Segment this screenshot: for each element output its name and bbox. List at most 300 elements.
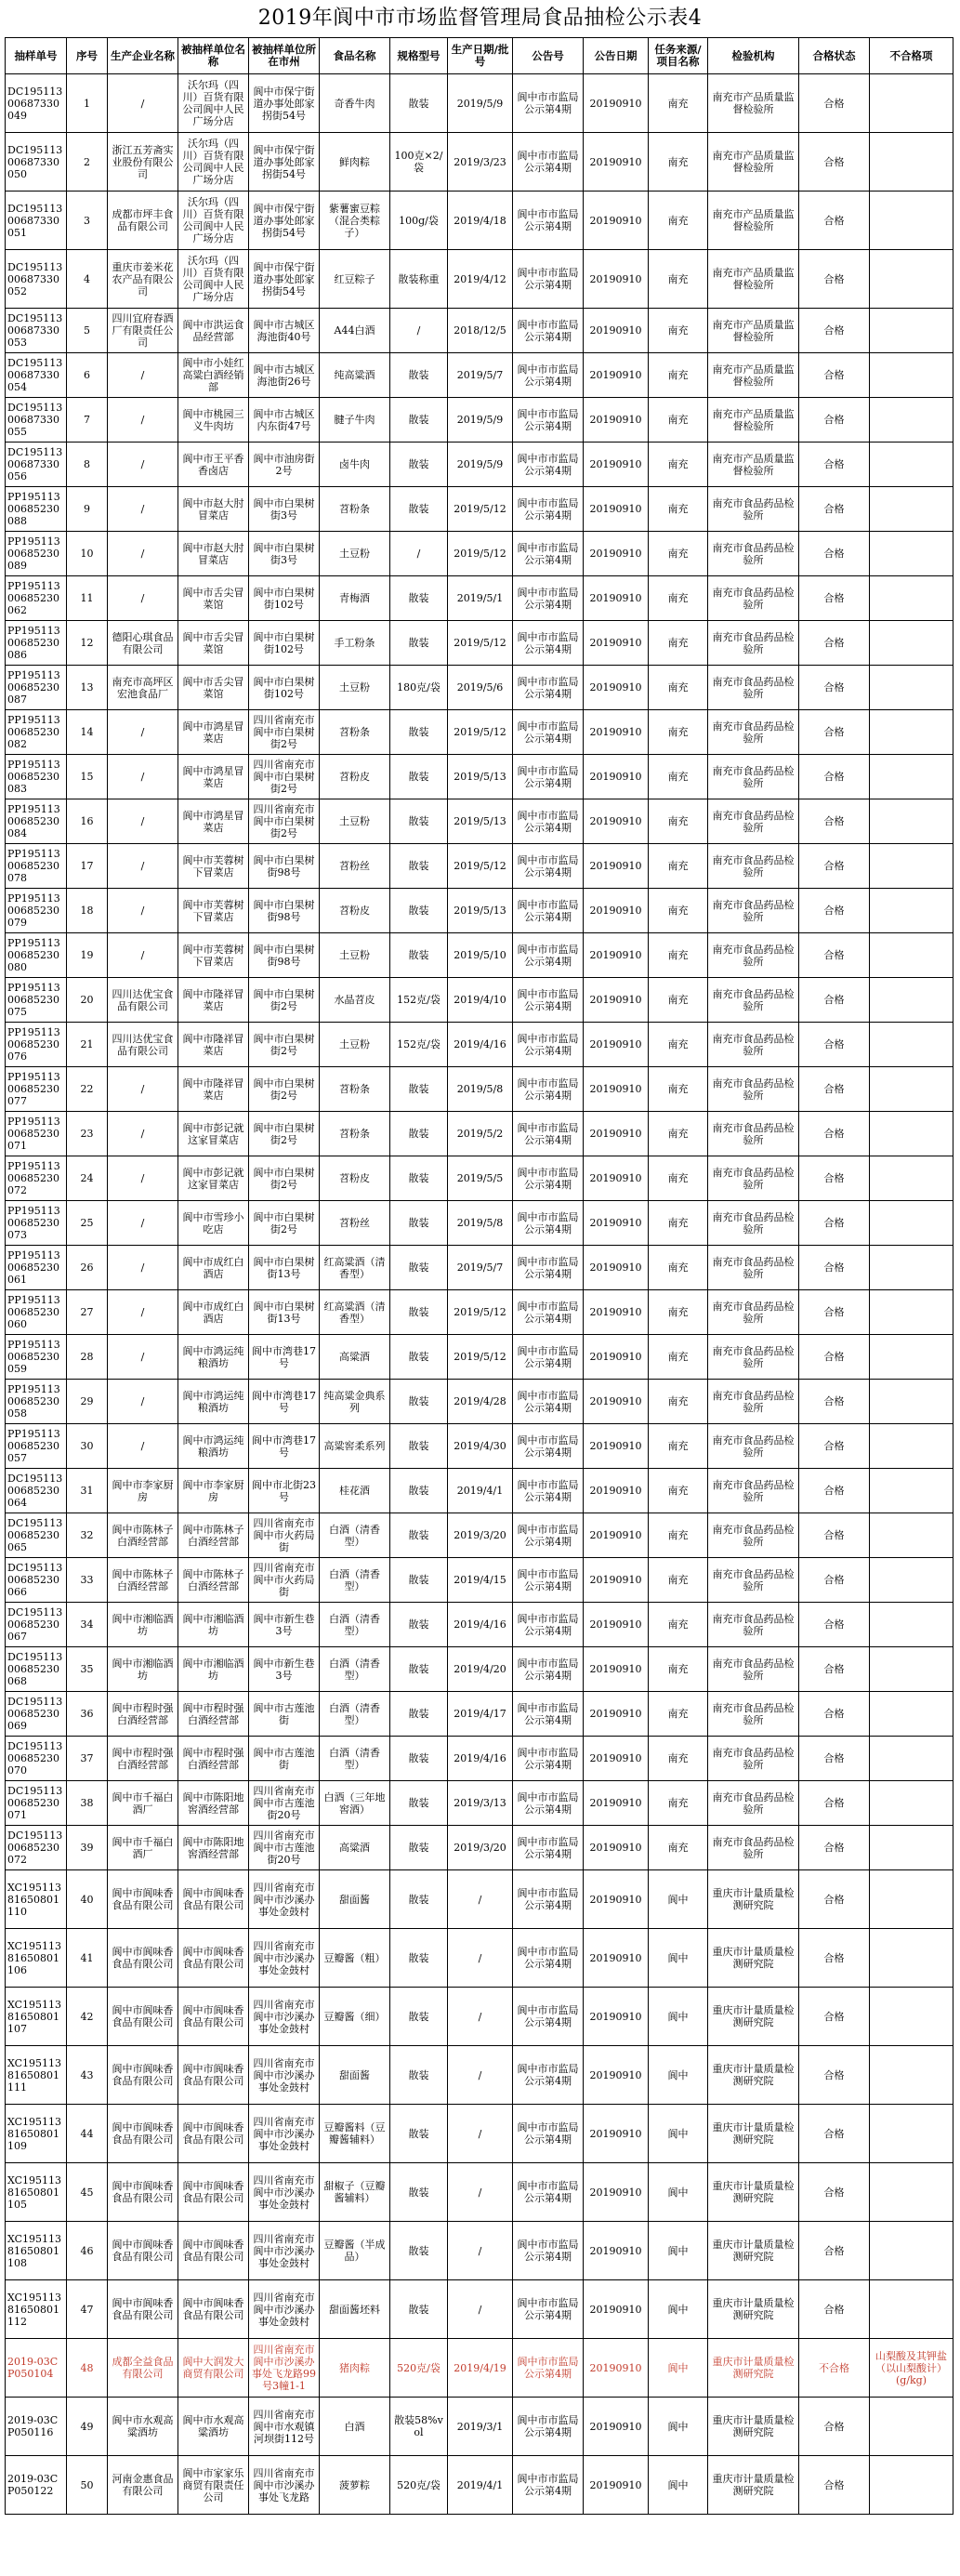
table-cell: 四川省南充市阆中市沙溪办事处飞龙路99号3幢1-1 (249, 2339, 320, 2398)
table-cell: 阆中市彭记就这家冒菜店 (178, 1112, 249, 1156)
table-cell: 白酒（清香型） (320, 1737, 390, 1781)
table-cell: 南充市产品质量监督检验所 (708, 443, 799, 487)
table-cell: 四川省南充市阆中市火药局街 (249, 1558, 320, 1603)
table-cell: 阆中市白果树街2号 (249, 1023, 320, 1067)
table-cell: 14 (67, 710, 108, 755)
table-cell: PP19511300685230080 (6, 933, 67, 978)
table-cell: 苕粉条 (320, 1067, 390, 1112)
table-cell: 阆中市李家厨房 (108, 1469, 178, 1513)
table-cell: 阆中市舌尖冒菜馆 (178, 576, 249, 621)
table-cell: 2019/5/7 (448, 1246, 513, 1290)
table-cell: DC19511300685230069 (6, 1692, 67, 1737)
table-cell: 散装 (390, 1692, 448, 1737)
table-cell: 阆中市隆祥冒菜店 (178, 1023, 249, 1067)
table-cell (870, 74, 953, 133)
table-cell: 20190910 (584, 1929, 649, 1988)
table-cell: 南充市食品药品检验所 (708, 1826, 799, 1870)
table-cell: / (108, 1380, 178, 1424)
table-cell: 南充 (649, 1201, 708, 1246)
table-cell: 阆中市赵大肘冒菜店 (178, 487, 249, 532)
table-cell (870, 192, 953, 250)
table-cell: 阆中市陈林子白酒经营部 (178, 1513, 249, 1558)
table-cell: 阆中市市监局公示第4期 (513, 487, 584, 532)
column-header: 合格状态 (799, 38, 870, 74)
table-cell: 1 (67, 74, 108, 133)
table-cell: 南充 (649, 1781, 708, 1826)
table-cell: 豆瓣酱（半成品） (320, 2222, 390, 2280)
table-cell: 20190910 (584, 1469, 649, 1513)
table-cell: 阆中市市监局公示第4期 (513, 2339, 584, 2398)
table-cell: 南充 (649, 74, 708, 133)
table-cell: 20190910 (584, 799, 649, 844)
table-cell: 20190910 (584, 1424, 649, 1469)
table-cell: 2019/5/12 (448, 532, 513, 576)
table-cell: 合格 (799, 2105, 870, 2163)
table-row (6, 2398, 953, 2456)
table-cell: 29 (67, 1380, 108, 1424)
table-cell: 2019/4/12 (448, 250, 513, 309)
table-cell: 四川达优宝食品有限公司 (108, 1023, 178, 1067)
table-cell: 20190910 (584, 1988, 649, 2046)
table-cell: / (108, 799, 178, 844)
table-cell: 阆中市市监局公示第4期 (513, 2280, 584, 2339)
table-cell: 阆中市隆祥冒菜店 (178, 1067, 249, 1112)
table-row (6, 666, 953, 710)
table-cell: 2019/5/13 (448, 889, 513, 933)
table-cell: / (108, 1156, 178, 1201)
table-cell: 阆中市白果树街102号 (249, 621, 320, 666)
table-cell: 2019/5/9 (448, 74, 513, 133)
table-cell: 散装 (390, 2163, 448, 2222)
table-cell: 30 (67, 1424, 108, 1469)
table-cell: 20190910 (584, 1156, 649, 1201)
table-cell: 2019/5/12 (448, 487, 513, 532)
table-cell: 散装 (390, 799, 448, 844)
table-cell: 27 (67, 1290, 108, 1335)
table-cell: 散装 (390, 1870, 448, 1929)
table-cell: 20190910 (584, 1067, 649, 1112)
table-cell: 阆中市阆味香食品有限公司 (108, 1870, 178, 1929)
table-cell: 19 (67, 933, 108, 978)
table-cell: 阆中市市监局公示第4期 (513, 1647, 584, 1692)
table-cell: / (108, 1335, 178, 1380)
table-cell: 5 (67, 309, 108, 353)
table-cell: 四川省南充市阆中市白果树街2号 (249, 755, 320, 799)
table-cell: 2019/5/12 (448, 621, 513, 666)
table-cell: 2019/3/20 (448, 1826, 513, 1870)
table-cell: 阆中市陈林子白酒经营部 (178, 1558, 249, 1603)
table-cell: 阆中市白果树街2号 (249, 1067, 320, 1112)
table-cell: / (108, 710, 178, 755)
table-cell (870, 666, 953, 710)
table-cell: / (108, 74, 178, 133)
table-cell: 20190910 (584, 2046, 649, 2105)
table-cell: 甜面酱坯料 (320, 2280, 390, 2339)
table-cell: DC19511300685230068 (6, 1647, 67, 1692)
table-cell: 18 (67, 889, 108, 933)
table-cell: 重庆市计量质量检测研究院 (708, 2339, 799, 2398)
table-cell: 阆中市古城区内东街47号 (249, 398, 320, 443)
table-cell: 合格 (799, 666, 870, 710)
table-cell: 四川省南充市阆中市沙溪办事处飞龙路 (249, 2456, 320, 2515)
table-cell: 高粱酒 (320, 1335, 390, 1380)
table-cell: 苕粉条 (320, 1112, 390, 1156)
table-row (6, 309, 953, 353)
table-cell: 散装 (390, 933, 448, 978)
table-cell: 16 (67, 799, 108, 844)
table-cell: 阆中市成红白酒店 (178, 1290, 249, 1335)
table-cell: 35 (67, 1647, 108, 1692)
table-cell: 阆中市市监局公示第4期 (513, 1201, 584, 1246)
table-row (6, 1112, 953, 1156)
table-cell: 浙江五芳斋实业股份有限公司 (108, 133, 178, 192)
table-row (6, 1201, 953, 1246)
table-row (6, 2046, 953, 2105)
table-row (6, 933, 953, 978)
table-cell: 成都全益食品有限公司 (108, 2339, 178, 2398)
table-cell: 苕粉条 (320, 710, 390, 755)
table-cell: 重庆市计量质量检测研究院 (708, 2280, 799, 2339)
table-cell: 土豆粉 (320, 799, 390, 844)
table-cell: 合格 (799, 1603, 870, 1647)
table-cell: 阆中市市监局公示第4期 (513, 133, 584, 192)
table-row (6, 2280, 953, 2339)
table-cell: 合格 (799, 1469, 870, 1513)
table-cell: 散装 (390, 1112, 448, 1156)
table-cell: PP19511300685230078 (6, 844, 67, 889)
table-cell: 阆中市市监局公示第4期 (513, 1469, 584, 1513)
table-cell: 阆中市市监局公示第4期 (513, 443, 584, 487)
table-cell: 白酒（清香型） (320, 1692, 390, 1737)
table-cell (870, 710, 953, 755)
table-cell: / (108, 889, 178, 933)
table-cell: 520克/袋 (390, 2456, 448, 2515)
table-cell: 合格 (799, 532, 870, 576)
table-cell (870, 353, 953, 398)
table-cell: 四川省南充市阆中市沙溪办事处金鼓村 (249, 2280, 320, 2339)
column-header: 任务来源/项目名称 (649, 38, 708, 74)
table-cell: 南充 (649, 1380, 708, 1424)
table-cell: 散装 (390, 1826, 448, 1870)
table-cell: 阆中市市监局公示第4期 (513, 1558, 584, 1603)
table-cell: 20190910 (584, 1826, 649, 1870)
table-cell: 20190910 (584, 487, 649, 532)
table-cell: 南充 (649, 1424, 708, 1469)
table-cell: 阆中市鸿星冒菜店 (178, 755, 249, 799)
table-cell: 红高粱酒（清香型） (320, 1246, 390, 1290)
table-cell: 南充市食品药品检验所 (708, 1603, 799, 1647)
table-cell: PP19511300685230088 (6, 487, 67, 532)
table-cell: 2019/3/13 (448, 1781, 513, 1826)
table-cell: 阆中市市监局公示第4期 (513, 2163, 584, 2222)
table-cell: 2019/5/6 (448, 666, 513, 710)
table-cell: 2019/3/23 (448, 133, 513, 192)
table-cell: 20190910 (584, 1870, 649, 1929)
table-cell: A44白酒 (320, 309, 390, 353)
table-cell: 2019/5/8 (448, 1201, 513, 1246)
table-cell: XC19511381650801105 (6, 2163, 67, 2222)
table-cell: / (448, 2163, 513, 2222)
table-cell: 白酒（清香型） (320, 1647, 390, 1692)
table-cell: 南充市产品质量监督检验所 (708, 192, 799, 250)
table-cell: 四川宜府春酒厂有限责任公司 (108, 309, 178, 353)
table-cell: 南充 (649, 889, 708, 933)
table-cell: 阆中市阆味香食品有限公司 (178, 2046, 249, 2105)
table-cell: 苕粉皮 (320, 889, 390, 933)
table-cell: 20190910 (584, 1201, 649, 1246)
table-cell: 44 (67, 2105, 108, 2163)
table-cell: 2019/5/13 (448, 799, 513, 844)
table-cell: 50 (67, 2456, 108, 2515)
table-cell: 阆中市阆味香食品有限公司 (178, 1870, 249, 1929)
table-cell: 南充 (649, 621, 708, 666)
table-body (6, 74, 953, 2515)
table-cell: 阆中市程时强白酒经营部 (178, 1737, 249, 1781)
table-cell: 南充 (649, 353, 708, 398)
table-cell: 阆中市市监局公示第4期 (513, 1290, 584, 1335)
table-cell: 合格 (799, 250, 870, 309)
table-cell: 甜面酱 (320, 1870, 390, 1929)
table-cell: 阆中市市监局公示第4期 (513, 353, 584, 398)
table-cell: 白酒（清香型） (320, 1513, 390, 1558)
table-cell: 重庆市计量质量检测研究院 (708, 1929, 799, 1988)
table-cell: DC19511300685230066 (6, 1558, 67, 1603)
table-cell: 合格 (799, 933, 870, 978)
table-cell: 红高粱酒（清香型） (320, 1290, 390, 1335)
table-cell: 阆中市市监局公示第4期 (513, 1335, 584, 1380)
table-header-row (6, 38, 953, 74)
table-cell: DC19511300685230064 (6, 1469, 67, 1513)
table-cell: 散装 (390, 621, 448, 666)
table-cell: PP19511300685230073 (6, 1201, 67, 1246)
table-cell: 合格 (799, 576, 870, 621)
table-cell: 南充 (649, 710, 708, 755)
table-cell: 合格 (799, 1513, 870, 1558)
table-cell: 阆中市白果树街98号 (249, 889, 320, 933)
table-cell: / (108, 443, 178, 487)
table-cell: 7 (67, 398, 108, 443)
table-cell: 南充市食品药品检验所 (708, 1246, 799, 1290)
table-cell (870, 1647, 953, 1692)
table-cell: 2019/3/1 (448, 2398, 513, 2456)
table-cell: DC19511300687330052 (6, 250, 67, 309)
table-cell: PP19511300685230086 (6, 621, 67, 666)
table-cell: DC19511300685230067 (6, 1603, 67, 1647)
inspection-table (5, 37, 953, 2515)
table-cell: 散装 (390, 1988, 448, 2046)
table-cell: 纯高粱金典系列 (320, 1380, 390, 1424)
table-cell: / (108, 353, 178, 398)
table-cell: 20190910 (584, 1558, 649, 1603)
table-cell: 合格 (799, 1023, 870, 1067)
table-cell: 阆中市阆味香食品有限公司 (108, 1929, 178, 1988)
table-row (6, 1469, 953, 1513)
table-row (6, 1380, 953, 1424)
table-cell: 合格 (799, 1737, 870, 1781)
table-cell: 鲜肉粽 (320, 133, 390, 192)
table-cell: 阆中市市监局公示第4期 (513, 1380, 584, 1424)
table-cell: 阆中市湘临酒坊 (178, 1603, 249, 1647)
table-cell: 阆中市市监局公示第4期 (513, 1826, 584, 1870)
table-cell: 20190910 (584, 2339, 649, 2398)
table-cell: 合格 (799, 1246, 870, 1290)
table-cell: 重庆市计量质量检测研究院 (708, 1988, 799, 2046)
column-header: 生产企业名称 (108, 38, 178, 74)
table-cell (870, 250, 953, 309)
table-cell: 20190910 (584, 133, 649, 192)
table-row (6, 1737, 953, 1781)
table-cell: 合格 (799, 192, 870, 250)
table-cell: DC19511300685230071 (6, 1781, 67, 1826)
table-cell: 合格 (799, 1647, 870, 1692)
table-cell: 2019/5/9 (448, 398, 513, 443)
table-cell: 阆中市市监局公示第4期 (513, 1246, 584, 1290)
table-cell: 阆中市市监局公示第4期 (513, 1692, 584, 1737)
table-cell: 阆中市保宁街道办事处郎家拐街54号 (249, 192, 320, 250)
table-cell: 合格 (799, 443, 870, 487)
table-cell: 20190910 (584, 576, 649, 621)
table-cell: / (108, 844, 178, 889)
table-row (6, 353, 953, 398)
table-cell: DC19511300687330056 (6, 443, 67, 487)
table-cell: 散装 (390, 1290, 448, 1335)
table-cell (870, 532, 953, 576)
table-cell: 20190910 (584, 1112, 649, 1156)
table-cell (870, 1603, 953, 1647)
table-cell: 100g/袋 (390, 192, 448, 250)
table-cell: 阆中市古莲池街 (249, 1692, 320, 1737)
table-cell: 阆中市白果树街2号 (249, 1201, 320, 1246)
table-cell: 南充市食品药品检验所 (708, 1469, 799, 1513)
table-cell: 四川省南充市阆中市白果树街2号 (249, 710, 320, 755)
table-cell: 2019/5/1 (448, 576, 513, 621)
table-cell (870, 1513, 953, 1558)
table-cell: 南充市食品药品检验所 (708, 1647, 799, 1692)
table-cell: / (390, 309, 448, 353)
table-cell: 阆中市陈阳地窖酒经营部 (178, 1781, 249, 1826)
table-cell: 阆中市市监局公示第4期 (513, 398, 584, 443)
table-cell: 22 (67, 1067, 108, 1112)
table-cell: PP19511300685230059 (6, 1335, 67, 1380)
table-row (6, 2222, 953, 2280)
table-cell (870, 621, 953, 666)
table-cell: 南充 (649, 666, 708, 710)
table-cell: 南充市食品药品检验所 (708, 621, 799, 666)
table-cell: 南充市食品药品检验所 (708, 1380, 799, 1424)
table-cell (870, 1737, 953, 1781)
table-cell: 阆中市白果树街13号 (249, 1290, 320, 1335)
table-row (6, 710, 953, 755)
table-cell: 2019/4/16 (448, 1023, 513, 1067)
table-cell: 2 (67, 133, 108, 192)
table-cell: 2019/4/1 (448, 2456, 513, 2515)
table-cell: 南充 (649, 1513, 708, 1558)
table-cell: 20190910 (584, 2456, 649, 2515)
table-cell: 阆中 (649, 2046, 708, 2105)
table-cell: 33 (67, 1558, 108, 1603)
table-cell: 阆中市彭记就这家冒菜店 (178, 1156, 249, 1201)
table-cell: 合格 (799, 74, 870, 133)
table-cell: 重庆市计量质量检测研究院 (708, 2105, 799, 2163)
table-cell: 白酒（三年地窖酒） (320, 1781, 390, 1826)
table-cell: 阆中市鸿运纯粮酒坊 (178, 1335, 249, 1380)
table-cell (870, 1692, 953, 1737)
table-cell: / (108, 1067, 178, 1112)
table-cell: 白酒 (320, 2398, 390, 2456)
table-cell: 河南金惠食品有限公司 (108, 2456, 178, 2515)
table-cell: 36 (67, 1692, 108, 1737)
table-cell: 沃尔玛（四川）百货有限公司阆中人民广场分店 (178, 133, 249, 192)
table-cell: 阆中市隆祥冒菜店 (178, 978, 249, 1023)
table-cell: 南充市食品药品检验所 (708, 799, 799, 844)
table-cell: 21 (67, 1023, 108, 1067)
table-cell: 阆中市水观高粱酒坊 (178, 2398, 249, 2456)
table-cell: 12 (67, 621, 108, 666)
table-cell (870, 1380, 953, 1424)
table-row (6, 1603, 953, 1647)
table-cell: 四川省南充市阆中市水观镇河坝街112号 (249, 2398, 320, 2456)
table-cell: 20190910 (584, 1290, 649, 1335)
table-cell: 散装 (390, 1647, 448, 1692)
table-cell: 阆中市北街23号 (249, 1469, 320, 1513)
table-cell: 散装 (390, 844, 448, 889)
table-cell: 南充 (649, 1603, 708, 1647)
table-cell: PP19511300685230079 (6, 889, 67, 933)
table-cell: 20190910 (584, 1513, 649, 1558)
table-cell: 阆中市市监局公示第4期 (513, 1781, 584, 1826)
table-row (6, 2339, 953, 2398)
table-cell: 阆中市市监局公示第4期 (513, 1870, 584, 1929)
table-cell: 2019-03CP050116 (6, 2398, 67, 2456)
column-header: 被抽样单位所在市州 (249, 38, 320, 74)
table-cell: 20190910 (584, 1647, 649, 1692)
table-cell: 阆中市白果树街2号 (249, 1156, 320, 1201)
table-cell: 合格 (799, 1870, 870, 1929)
table-row (6, 1929, 953, 1988)
table-row (6, 889, 953, 933)
table-cell: 20190910 (584, 2398, 649, 2456)
table-cell: 9 (67, 487, 108, 532)
table-cell: 阆中 (649, 2339, 708, 2398)
table-cell: 阆中市市监局公示第4期 (513, 666, 584, 710)
table-cell: 阆中市芙蓉树下冒菜店 (178, 933, 249, 978)
table-cell: 2019/5/2 (448, 1112, 513, 1156)
table-cell: 20190910 (584, 844, 649, 889)
table-cell: 3 (67, 192, 108, 250)
table-cell: XC19511381650801112 (6, 2280, 67, 2339)
table-cell: 阆中市芙蓉树下冒菜店 (178, 844, 249, 889)
table-cell: 合格 (799, 844, 870, 889)
table-cell: 散装 (390, 2222, 448, 2280)
table-cell: 阆中市鸿运纯粮酒坊 (178, 1424, 249, 1469)
table-cell: 阆中市市监局公示第4期 (513, 192, 584, 250)
table-cell (870, 799, 953, 844)
table-cell: / (108, 487, 178, 532)
table-cell: 合格 (799, 710, 870, 755)
table-cell: 阆中市千福白酒厂 (108, 1826, 178, 1870)
table-cell: 阆中市市监局公示第4期 (513, 1067, 584, 1112)
table-cell: 100克×2/袋 (390, 133, 448, 192)
table-cell: 苕粉条 (320, 487, 390, 532)
table-cell: 土豆粉 (320, 1023, 390, 1067)
table-row (6, 1988, 953, 2046)
table-cell: 2019/3/20 (448, 1513, 513, 1558)
table-cell: XC19511381650801107 (6, 1988, 67, 2046)
table-cell: 德阳心琪食品有限公司 (108, 621, 178, 666)
table-cell: 阆中市阆味香食品有限公司 (108, 2105, 178, 2163)
table-cell: 卤牛肉 (320, 443, 390, 487)
table-row (6, 532, 953, 576)
